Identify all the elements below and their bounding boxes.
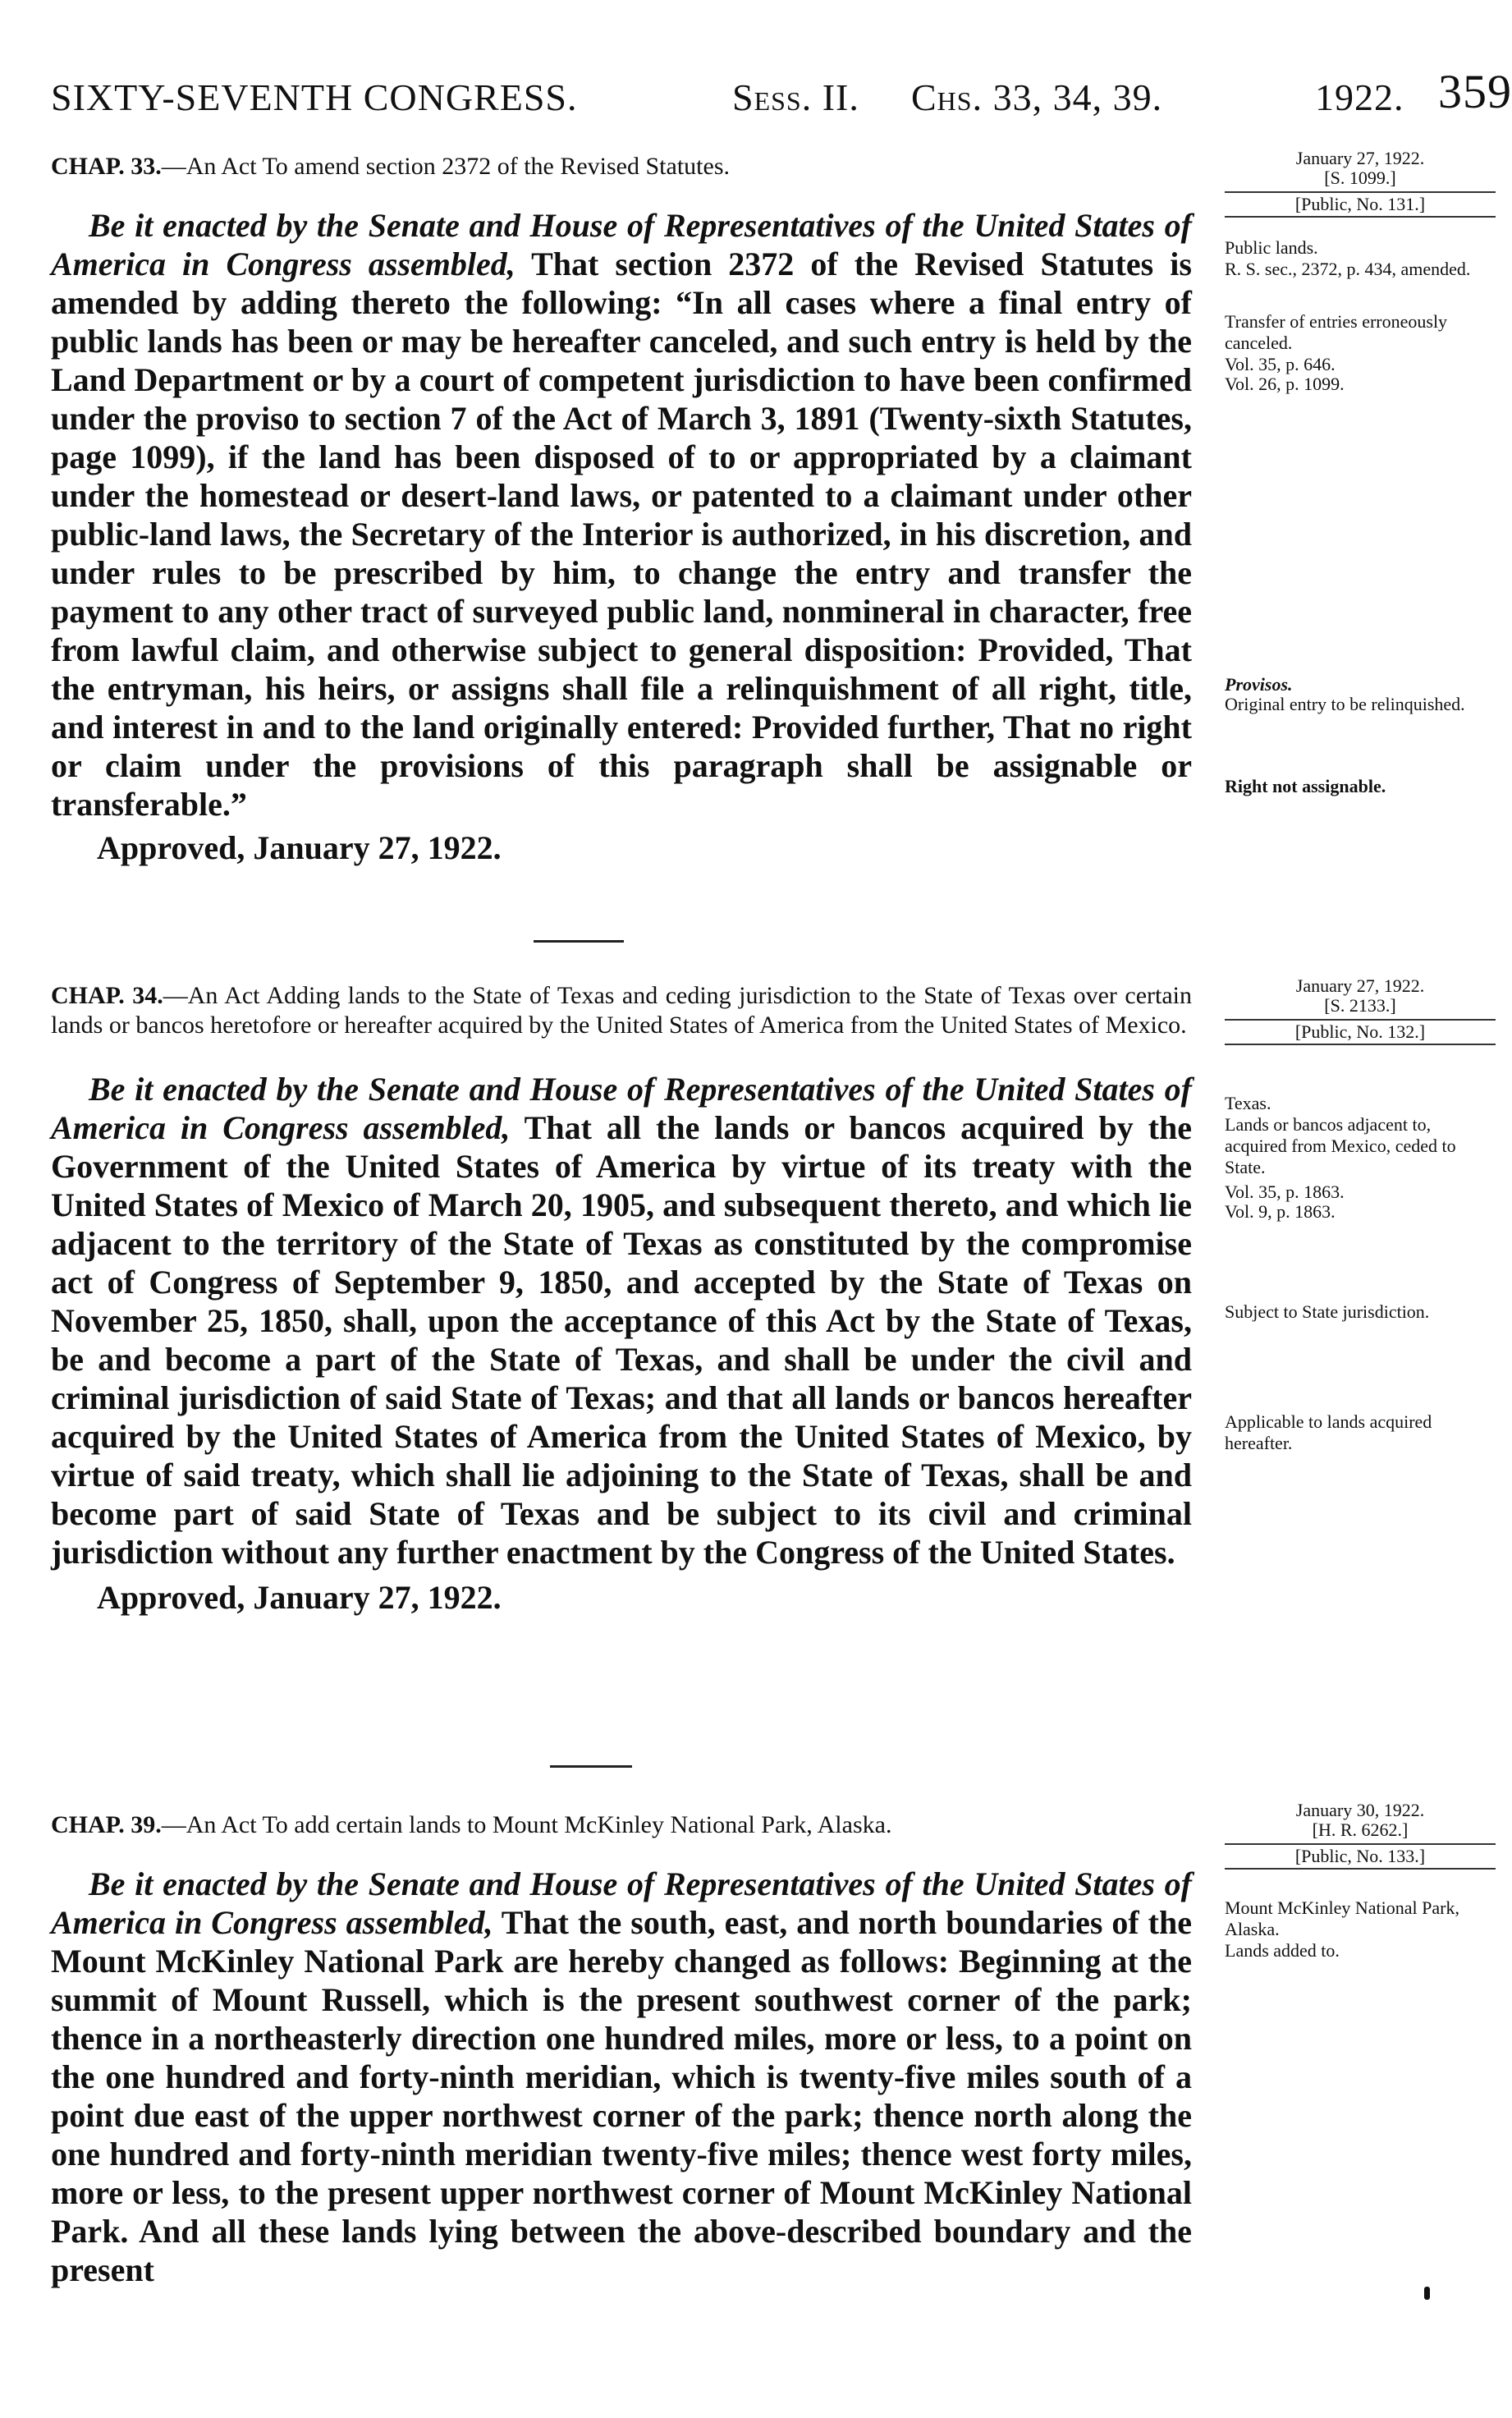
margin-note: Applicable to lands acquired hereafter. <box>1225 1411 1432 1453</box>
margin-note: Public lands. <box>1225 237 1318 258</box>
section-text: That section 2372 of the Revised Statutes is amended by adding thereto the following: “In all cases where a final entry of public lands has been or may be hereafter canceled, and such entry is held by the Land Department or by a court of competent jurisdiction to have been confirmed under the proviso to section 7 of the Act of March 3, 1891 (Twenty-sixth Statutes, page 1099), if the land has been disposed of to or appropriated by a claimant under the homestead or desert-land laws, or patented to a claimant under other public-land laws, the Secretary of the Interior is authorized, in his discretion, and under rules to be prescribed by him, to change the entry and transfer the payment to any other tract of surveyed public land, nonmineral in character, free from lawful claim, and otherwise subject to general disposition: Provided, That the entryman, his heirs, or assigns shall file a relinquishment of all right, title, and interest in and to the land originally entered: Provided further, That no right or claim under the provisions of this paragraph shall be assignable or transferable.” <box>51 245 1192 823</box>
margin-column <box>1225 1800 1496 1961</box>
margin-dateline <box>1225 976 1496 1045</box>
margin-note: Original entry to be relinquished. <box>1225 694 1465 714</box>
chapter-body <box>51 1865 1192 2289</box>
margin-column <box>1225 975 1496 1453</box>
enacting-clause: Be it enacted by the Senate and House of Representatives of the United States of America in Congress assembled, <box>51 1865 1192 1941</box>
approval-line: Approved, January 27, 1922. <box>97 1579 502 1616</box>
margin-note: Mount McKinley National Park, Alaska. <box>1225 1897 1459 1939</box>
approval-date: January 27, 1922. <box>1295 148 1425 168</box>
page-number: 359 <box>1438 65 1512 118</box>
approval-line: Approved, January 27, 1922. <box>97 829 502 866</box>
margin-dateline <box>1225 1801 1496 1870</box>
margin-note: Texas. <box>1225 1093 1271 1113</box>
section-text: That the south, east, and north boundaries of the Mount McKinley National Park are hereby changed as follows: Beginning at the summit of Mount Russell, which is the present southwest corner of the park; thence in a northeasterly direction one hundred miles, more or less, to a point on the one hundred and forty-ninth meridian, which is twenty-five miles south of a point due east of the upper northwest corner of the park; thence north along the one hundred and forty-ninth meridian twenty-five miles; thence west forty miles, more or less, to the present upper northwest corner of Mount McKinley National Park. And all these lands lying between the above-described boundary and the present <box>51 1904 1192 2288</box>
chapter-body <box>51 206 1192 824</box>
margin-note: Vol. 35, p. 1863. <box>1225 1181 1345 1202</box>
margin-note: Transfer of entries erroneously canceled. <box>1225 311 1448 353</box>
enacting-clause: Be it enacted by the Senate and House of Representatives of the United States of America in Congress assembled, <box>51 207 1192 282</box>
margin-dateline <box>1225 149 1496 218</box>
year-label: 1922. <box>1315 76 1404 118</box>
approval-date: January 27, 1922. <box>1295 975 1425 996</box>
margin-note: Subject to State jurisdiction. <box>1225 1301 1430 1322</box>
running-head <box>51 64 1512 122</box>
margin-note: Vol. 35, p. 646. <box>1225 354 1336 374</box>
section-text: That all the lands or bancos acquired by the Government of the United States of America by virtue of its treaty with the United States of Mexico of March 20, 1905, and subsequent thereto, and which lie adjacent to the territory of the State of Texas as constituted by the compromise act of Congress of September 9, 1850, and accepted by the State of Texas on November 25, 1850, shall, upon the acceptance of this Act by the State of Texas, be and become a part of the State of Texas, and shall be under the civil and criminal jurisdiction of said State of Texas; and that all lands or bancos hereafter acquired by the United States of America from the United States of Mexico, by virtue of said treaty, which shall lie adjoining to the State of Texas, shall be and become part of said State of Texas and be subject to its civil and criminal jurisdiction without any further enactment by the Congress of the United States. <box>51 1109 1193 1571</box>
public-law-number: [Public, No. 131.] <box>1225 191 1496 218</box>
margin-column <box>1225 148 1496 796</box>
section-divider <box>550 1765 632 1768</box>
margin-note: Provisos. <box>1225 674 1293 695</box>
margin-note: Vol. 26, p. 1099. <box>1225 374 1345 394</box>
chapter-label: CHAP. 39. <box>51 1811 162 1838</box>
chapter-title: —An Act To amend section 2372 of the Revised Statutes. <box>161 153 730 180</box>
congress-title: SIXTY-SEVENTH CONGRESS. <box>51 76 578 118</box>
chapter-label: CHAP. 33. <box>51 153 162 180</box>
enacting-clause: Be it enacted by the Senate and House of Representatives of the United States of America in Congress assembled, <box>51 1071 1192 1146</box>
margin-note: Right not assignable. <box>1225 776 1386 796</box>
chapter-body <box>51 1070 1192 1571</box>
chapter-caption <box>51 981 1192 1040</box>
margin-note: Lands added to. <box>1225 1940 1340 1961</box>
chapter-title: —An Act To add certain lands to Mount McKinley National Park, Alaska. <box>161 1811 892 1838</box>
chapter-title: —An Act Adding lands to the State of Texas and ceding jurisdiction to the State of Texas over certain lands or bancos heretofore or hereafter acquired by the United States of America from the United States of Mexico. <box>51 982 1192 1039</box>
chapter-label: CHAP. 34. <box>51 982 163 1009</box>
bill-number: [H. R. 6262.] <box>1312 1819 1409 1840</box>
bill-number: [S. 2133.] <box>1324 995 1396 1016</box>
public-law-number: [Public, No. 132.] <box>1225 1019 1496 1045</box>
margin-note: Lands or bancos adjacent to, acquired from Mexico, ceded to State. <box>1225 1114 1456 1177</box>
printer-mark <box>1424 2287 1430 2300</box>
section-divider <box>534 940 624 943</box>
chapter-caption <box>51 1810 1192 1840</box>
bill-number: [S. 1099.] <box>1324 167 1396 188</box>
approval-date: January 30, 1922. <box>1295 1800 1425 1820</box>
margin-note: R. S. sec., 2372, p. 434, amended. <box>1225 259 1471 279</box>
session-label: Sess. II. <box>732 76 859 118</box>
chapters-label: Chs. 33, 34, 39. <box>911 76 1163 118</box>
margin-note: Vol. 9, p. 1863. <box>1225 1201 1336 1222</box>
chapter-caption <box>51 152 1192 181</box>
public-law-number: [Public, No. 133.] <box>1225 1843 1496 1870</box>
